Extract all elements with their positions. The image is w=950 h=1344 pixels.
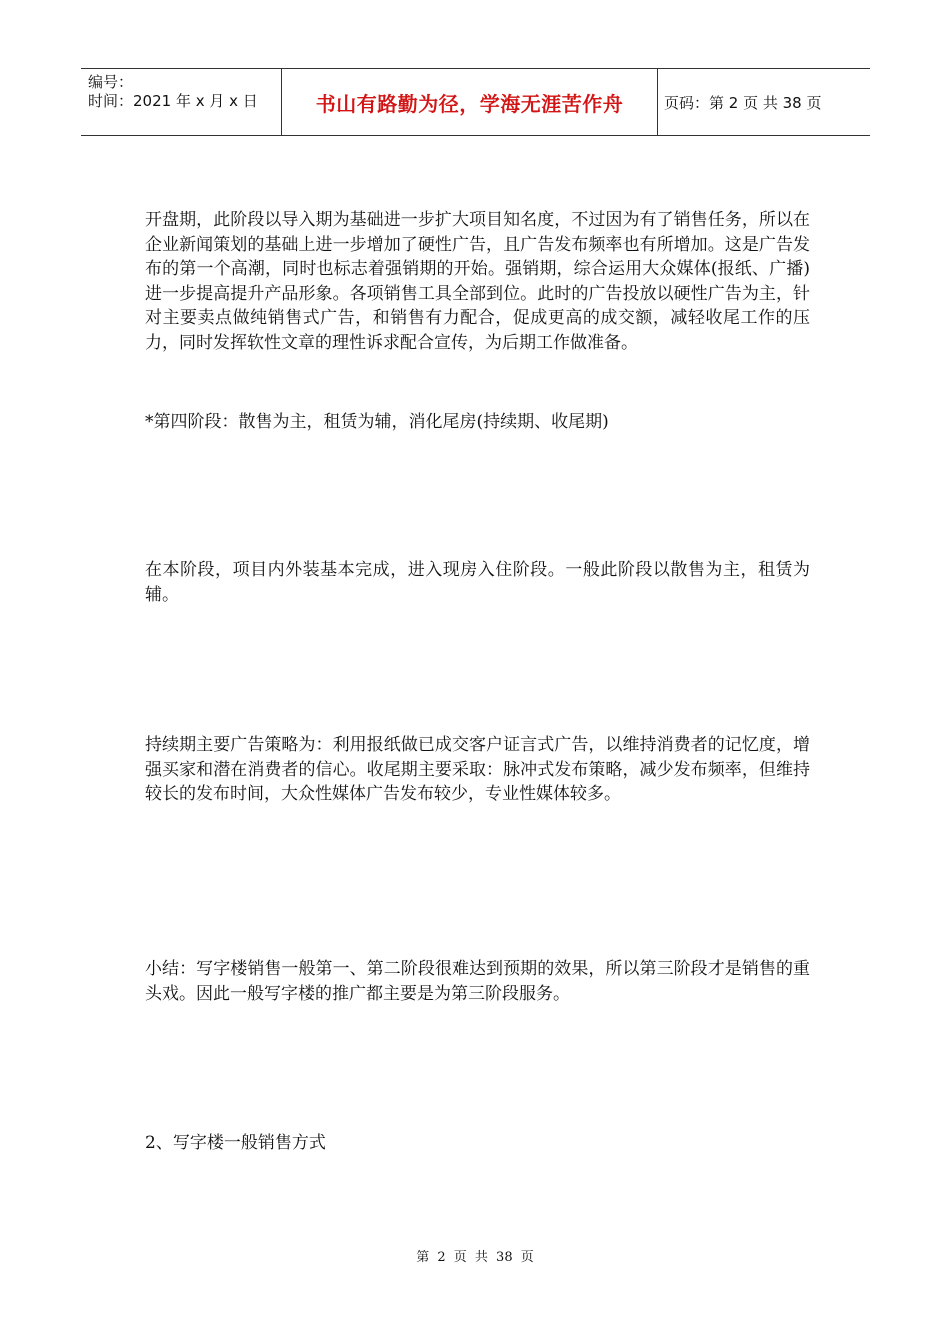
section-heading-sales-methods: 2、写字楼一般销售方式 <box>145 1133 326 1153</box>
number-label: 编号： <box>88 73 134 91</box>
header-meta <box>81 69 282 135</box>
paragraph-stage-four-intro: 在本阶段，项目内外装基本完成，进入现房入住阶段。一般此阶段以散售为主，租赁为辅。 <box>145 560 810 605</box>
time-label: 时间：2021 年 x 月 x 日 <box>88 92 258 110</box>
page-footer: 第 2 页 共 38 页 <box>416 1250 534 1265</box>
header-page-info-cell <box>658 69 870 135</box>
page-header <box>81 68 870 136</box>
header-motto-cell <box>282 69 658 135</box>
paragraph-stage-four-heading: *第四阶段：散售为主，租赁为辅，消化尾房(持续期、收尾期) <box>145 412 609 432</box>
header-motto: 书山有路勤为径，学海无涯苦作舟 <box>315 91 624 116</box>
header-page-info: 页码：第 2 页 共 38 页 <box>664 93 822 112</box>
paragraph-opening-period: 开盘期，此阶段以导入期为基础进一步扩大项目知名度，不过因为有了销售任务，所以在企业新闻策划的基础上进一步增加了硬性广告，且广告发布频率也有所增加。这是广告发布的第一个高潮，同时也标志着强销期的开始。强销期，综合运用大众媒体(报纸、广播)进一步提高提升产品形象。各项销售工具全部到位。此时的广告投放以硬性广告为主，针对主要卖点做纯销售式广告，和销售有力配合，促成更高的成交额，减轻收尾工作的压力，同时发挥软性文章的理性诉求配合宣传，为后期工作做准备。 <box>145 210 810 353</box>
paragraph-summary: 小结：写字楼销售一般第一、第二阶段很难达到预期的效果，所以第三阶段才是销售的重头戏。因此一般写字楼的推广都主要是为第三阶段服务。 <box>145 959 810 1004</box>
paragraph-ad-strategy: 持续期主要广告策略为：利用报纸做已成交客户证言式广告，以维持消费者的记忆度，增强买家和潜在消费者的信心。收尾期主要采取：脉冲式发布策略，减少发布频率，但维持较长的发布时间，大众性媒体广告发布较少，专业性媒体较多。 <box>145 735 810 804</box>
